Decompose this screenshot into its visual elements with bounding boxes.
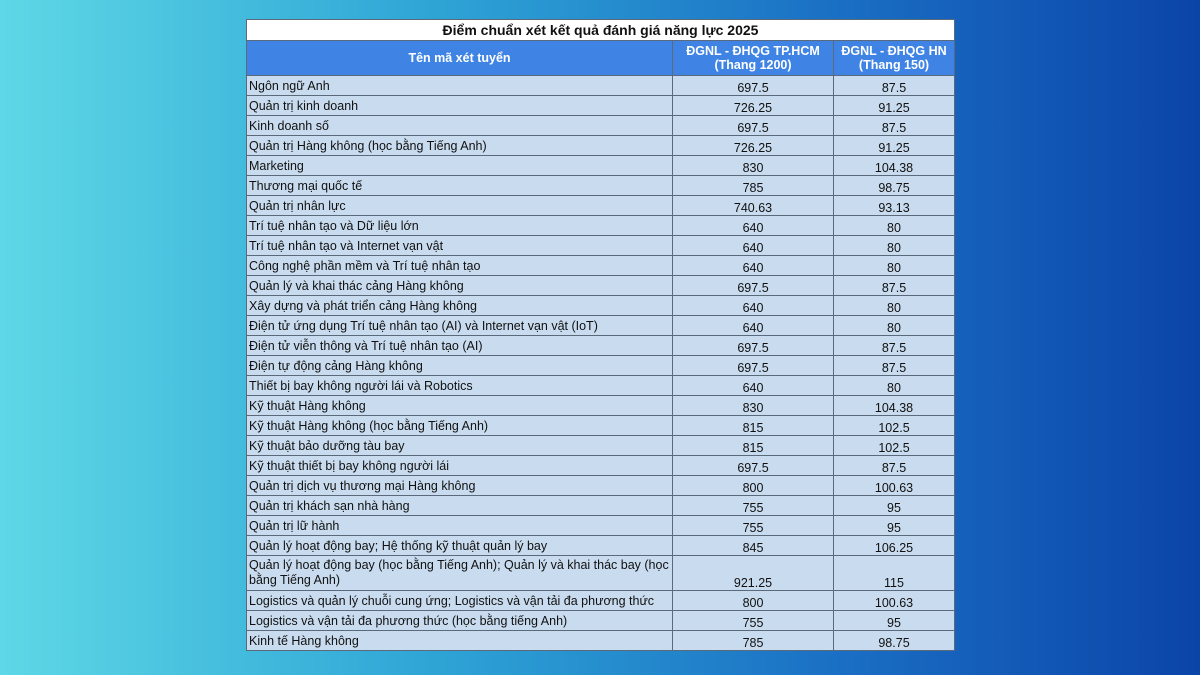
cell-name: Logistics và quản lý chuỗi cung ứng; Logistics và vận tải đa phương thức (247, 591, 673, 611)
cell-name: Thương mại quốc tế (247, 176, 673, 196)
cell-hn: 93.13 (834, 196, 955, 216)
table-row (247, 96, 955, 116)
table-title-row (247, 20, 955, 41)
cell-hcm: 640 (673, 296, 834, 316)
cell-hn: 80 (834, 296, 955, 316)
table-row (247, 376, 955, 396)
cell-hn: 87.5 (834, 456, 955, 476)
cell-hn: 80 (834, 316, 955, 336)
table-row (247, 196, 955, 216)
cell-name: Quản trị nhân lực (247, 196, 673, 216)
header-hn-line2: (Thang 150) (858, 58, 930, 72)
cell-hn: 87.5 (834, 116, 955, 136)
table-row (247, 316, 955, 336)
cell-hcm: 830 (673, 396, 834, 416)
cell-name: Quản lý hoạt động bay; Hệ thống kỹ thuật quản lý bay (247, 536, 673, 556)
cell-hn: 115 (834, 556, 955, 591)
cell-name: Trí tuệ nhân tạo và Internet vạn vật (247, 236, 673, 256)
cell-hn: 87.5 (834, 76, 955, 96)
score-table (246, 19, 955, 651)
cell-hcm: 697.5 (673, 276, 834, 296)
cell-hn: 98.75 (834, 631, 955, 651)
cell-name: Điện tử viễn thông và Trí tuệ nhân tạo (AI) (247, 336, 673, 356)
cell-name: Thiết bị bay không người lái và Robotics (247, 376, 673, 396)
table-row (247, 536, 955, 556)
cell-hn: 98.75 (834, 176, 955, 196)
cell-name: Logistics và vận tải đa phương thức (học bằng tiếng Anh) (247, 611, 673, 631)
cell-name: Công nghệ phần mềm và Trí tuệ nhân tạo (247, 256, 673, 276)
table-row (247, 591, 955, 611)
cell-hcm: 800 (673, 476, 834, 496)
table-row (247, 236, 955, 256)
cell-hn: 100.63 (834, 476, 955, 496)
cell-name: Quản lý và khai thác cảng Hàng không (247, 276, 673, 296)
cell-hcm: 755 (673, 496, 834, 516)
cell-hn: 91.25 (834, 136, 955, 156)
table-row (247, 496, 955, 516)
cell-name: Marketing (247, 156, 673, 176)
cell-hcm: 697.5 (673, 356, 834, 376)
cell-hcm: 755 (673, 611, 834, 631)
cell-hn: 95 (834, 516, 955, 536)
cell-hn: 95 (834, 611, 955, 631)
cell-hcm: 815 (673, 436, 834, 456)
header-hcm-line2: (Thang 1200) (714, 58, 792, 72)
table-row (247, 336, 955, 356)
table-row (247, 176, 955, 196)
cell-hn: 106.25 (834, 536, 955, 556)
table-row (247, 396, 955, 416)
table-body (247, 76, 955, 651)
cell-hn: 87.5 (834, 276, 955, 296)
cell-name: Kỹ thuật thiết bị bay không người lái (247, 456, 673, 476)
cell-hcm: 640 (673, 236, 834, 256)
cell-hn: 104.38 (834, 396, 955, 416)
table-title: Điểm chuẩn xét kết quả đánh giá năng lực 2025 (247, 20, 955, 41)
table-row (247, 416, 955, 436)
cell-name: Kỹ thuật Hàng không (học bằng Tiếng Anh) (247, 416, 673, 436)
cell-name: Ngôn ngữ Anh (247, 76, 673, 96)
cell-hn: 87.5 (834, 336, 955, 356)
cell-hcm: 640 (673, 256, 834, 276)
cell-hcm: 740.63 (673, 196, 834, 216)
cell-hn: 87.5 (834, 356, 955, 376)
cell-hcm: 785 (673, 176, 834, 196)
table-row (247, 556, 955, 591)
table-row (247, 76, 955, 96)
cell-hn: 102.5 (834, 436, 955, 456)
cell-name: Điện tự động cảng Hàng không (247, 356, 673, 376)
table-row (247, 256, 955, 276)
cell-hcm: 785 (673, 631, 834, 651)
table-row (247, 136, 955, 156)
cell-name: Quản trị kinh doanh (247, 96, 673, 116)
cell-hcm: 640 (673, 316, 834, 336)
cell-hn: 80 (834, 216, 955, 236)
table-row (247, 296, 955, 316)
cell-hcm: 800 (673, 591, 834, 611)
cell-hcm: 640 (673, 216, 834, 236)
cell-hn: 80 (834, 376, 955, 396)
cell-name: Điện tử ứng dụng Trí tuệ nhân tạo (AI) và Internet vạn vật (IoT) (247, 316, 673, 336)
cell-name: Xây dựng và phát triển cảng Hàng không (247, 296, 673, 316)
header-hcm-line1: ĐGNL - ĐHQG TP.HCM (686, 44, 820, 58)
header-name: Tên mã xét tuyển (247, 41, 673, 76)
cell-name: Kỹ thuật bảo dưỡng tàu bay (247, 436, 673, 456)
cell-hcm: 697.5 (673, 116, 834, 136)
cell-hn: 91.25 (834, 96, 955, 116)
cell-hcm: 830 (673, 156, 834, 176)
cell-hn: 80 (834, 256, 955, 276)
table-row (247, 216, 955, 236)
score-table-sheet (246, 19, 954, 651)
cell-hn: 102.5 (834, 416, 955, 436)
header-hn-line1: ĐGNL - ĐHQG HN (841, 44, 947, 58)
cell-name: Quản lý hoạt động bay (học bằng Tiếng Anh); Quản lý và khai thác bay (học bằng Tiếng Anh) (247, 556, 673, 591)
cell-name: Quản trị lữ hành (247, 516, 673, 536)
cell-hcm: 640 (673, 376, 834, 396)
cell-hn: 104.38 (834, 156, 955, 176)
cell-name: Kinh doanh số (247, 116, 673, 136)
cell-name: Kỹ thuật Hàng không (247, 396, 673, 416)
cell-name: Quản trị dịch vụ thương mại Hàng không (247, 476, 673, 496)
cell-hcm: 726.25 (673, 136, 834, 156)
table-row (247, 631, 955, 651)
table-row (247, 476, 955, 496)
table-row (247, 116, 955, 136)
cell-hcm: 726.25 (673, 96, 834, 116)
cell-hn: 100.63 (834, 591, 955, 611)
cell-hcm: 921.25 (673, 556, 834, 591)
table-header-row (247, 41, 955, 76)
cell-hn: 95 (834, 496, 955, 516)
cell-hcm: 815 (673, 416, 834, 436)
table-row (247, 436, 955, 456)
cell-hn: 80 (834, 236, 955, 256)
cell-name: Quản trị khách sạn nhà hàng (247, 496, 673, 516)
table-row (247, 456, 955, 476)
cell-hcm: 845 (673, 536, 834, 556)
cell-hcm: 755 (673, 516, 834, 536)
table-row (247, 356, 955, 376)
header-hn (834, 41, 955, 76)
cell-name: Trí tuệ nhân tạo và Dữ liệu lớn (247, 216, 673, 236)
header-hcm (673, 41, 834, 76)
cell-hcm: 697.5 (673, 76, 834, 96)
table-row (247, 156, 955, 176)
table-row (247, 611, 955, 631)
cell-hcm: 697.5 (673, 456, 834, 476)
table-row (247, 516, 955, 536)
cell-name: Kinh tế Hàng không (247, 631, 673, 651)
table-row (247, 276, 955, 296)
cell-name: Quản trị Hàng không (học bằng Tiếng Anh) (247, 136, 673, 156)
cell-hcm: 697.5 (673, 336, 834, 356)
